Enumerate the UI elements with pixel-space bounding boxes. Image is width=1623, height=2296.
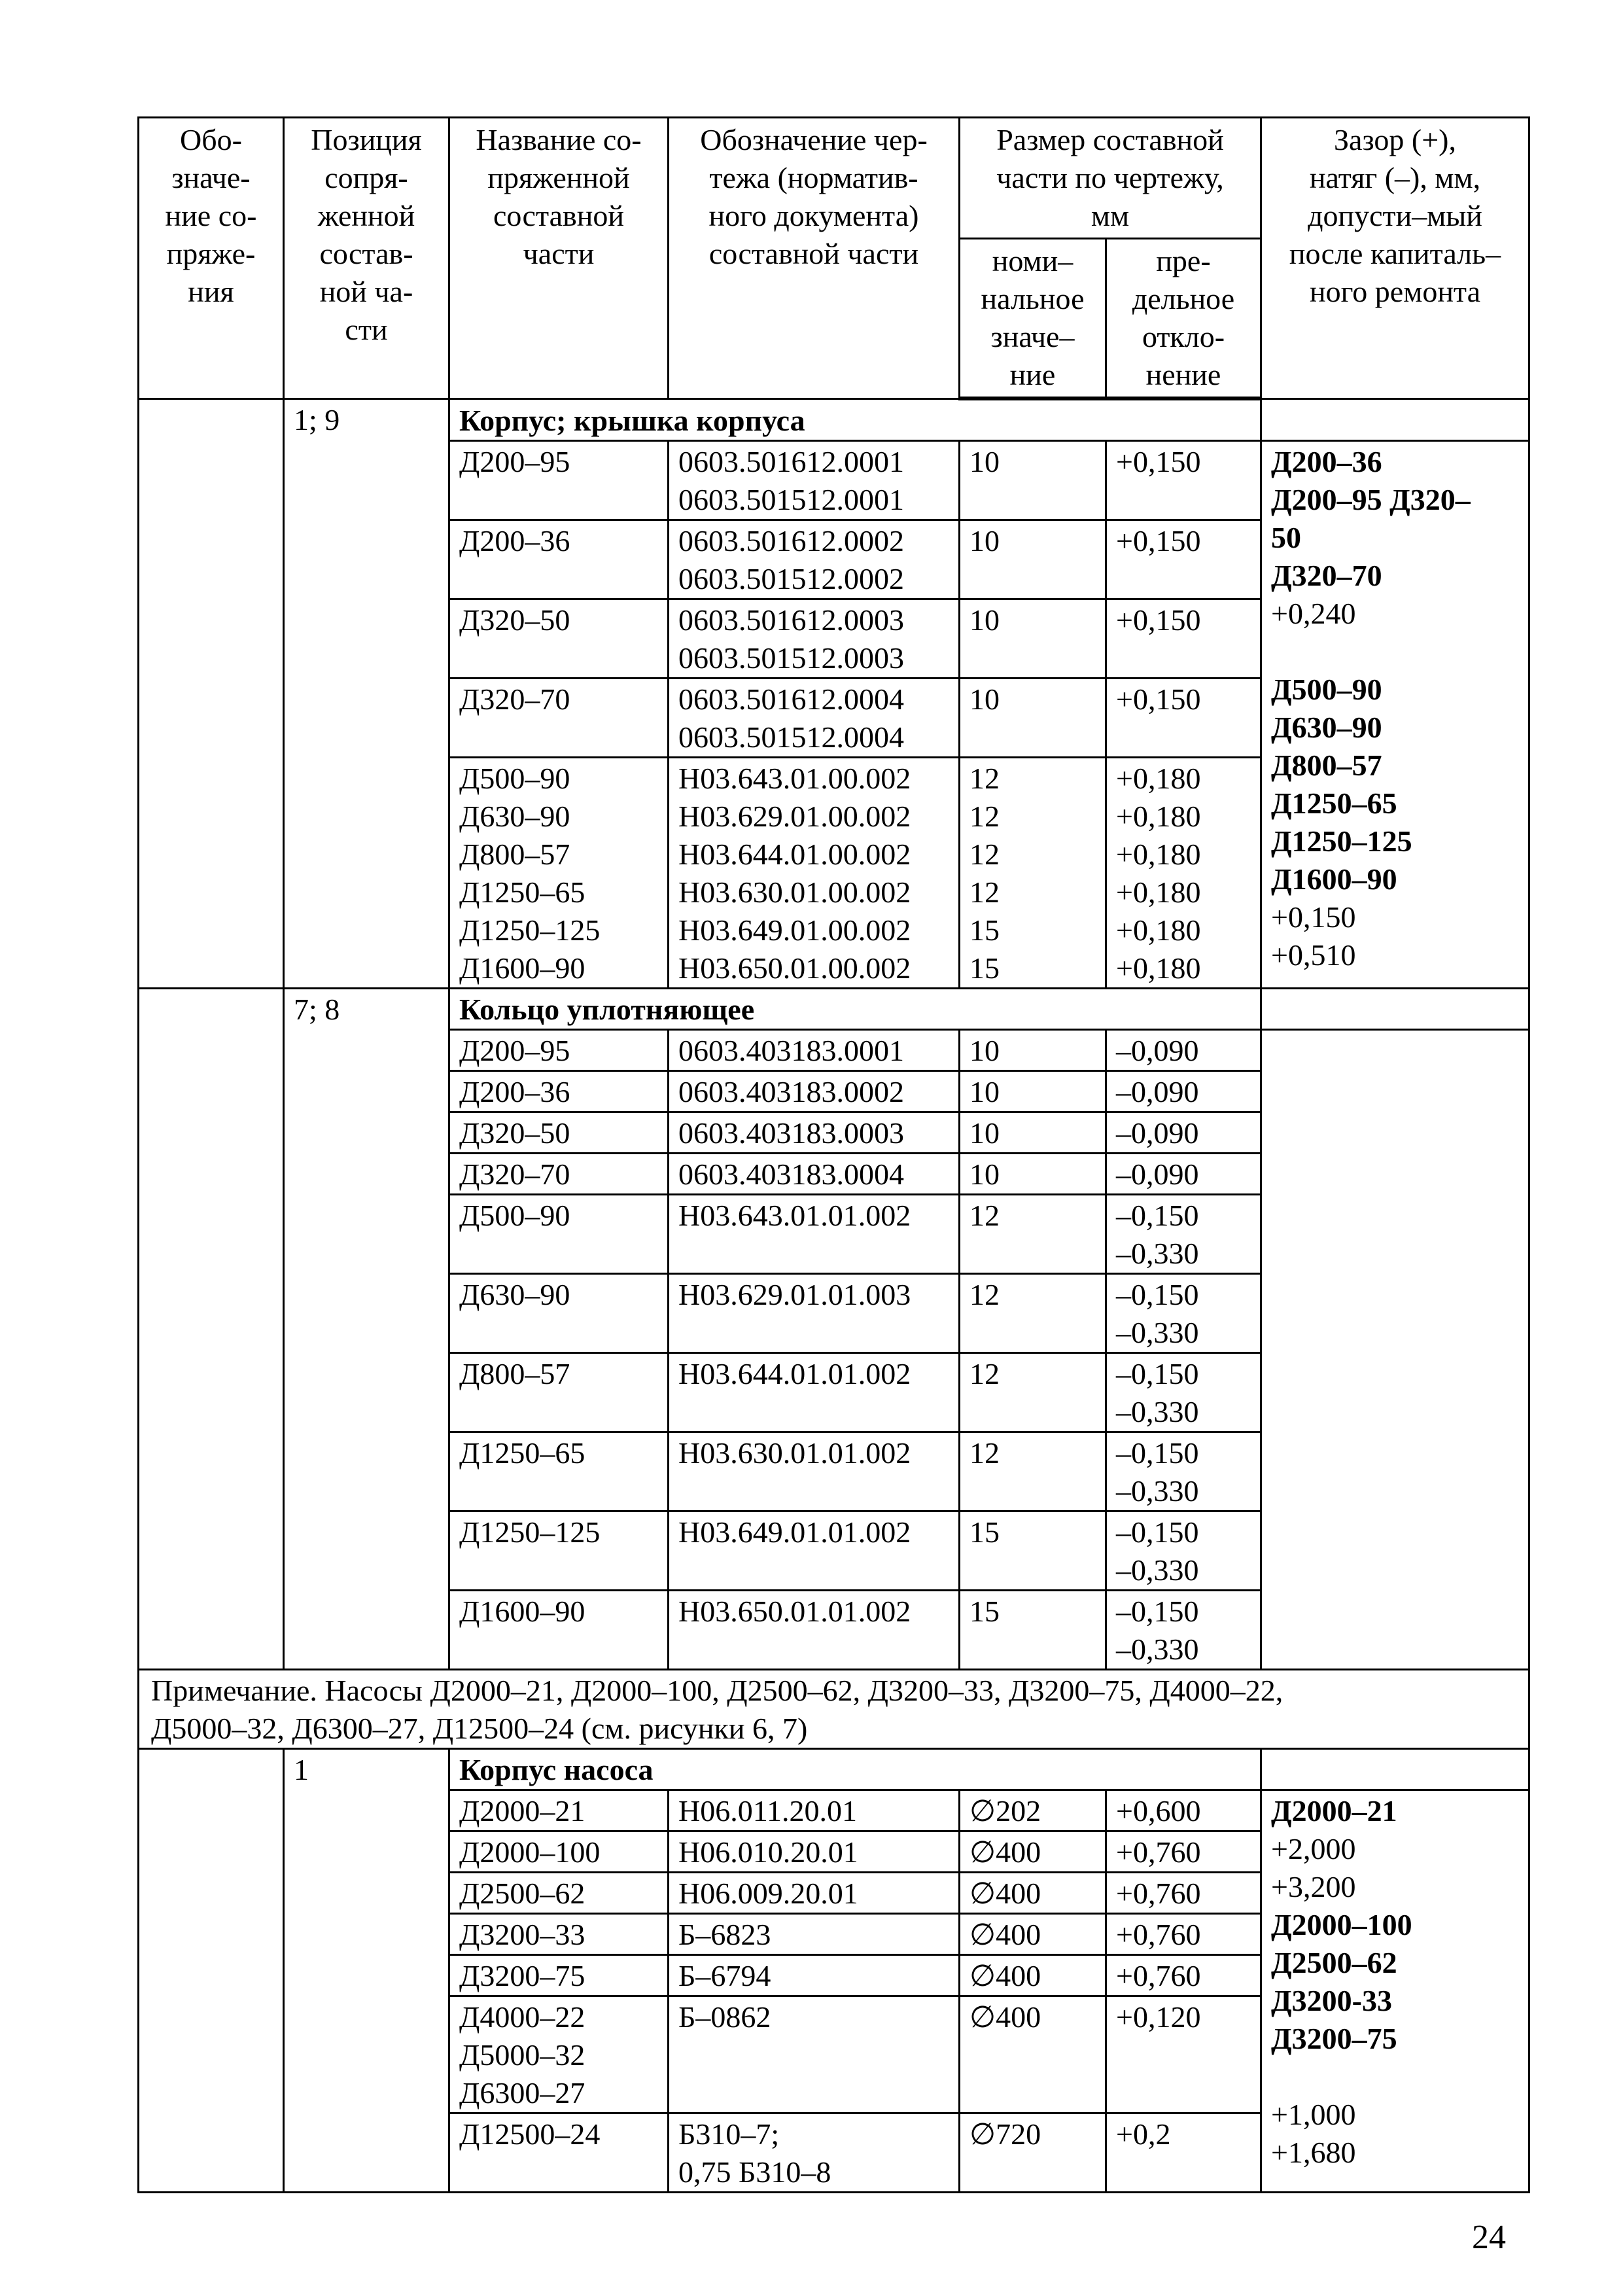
part-name: Д200–36: [449, 1071, 669, 1112]
part-name: Д320–70: [449, 679, 669, 758]
limit-deviation: –0,090: [1106, 1112, 1261, 1154]
nominal-value: 12 12 12 12 15 15: [960, 758, 1106, 989]
nominal-value: 10: [960, 520, 1106, 599]
clearance-value-1: +2,000 +3,200: [1271, 1832, 1356, 1903]
note-row: [139, 1670, 1529, 1749]
clearance-cell: [1261, 1790, 1529, 2193]
clearance-value-2: +1,000 +1,680: [1271, 2098, 1356, 2169]
header-part-name: Название со- пряженной составной части: [449, 118, 669, 399]
drawing-designation: Н03.630.01.01.002: [669, 1432, 960, 1511]
clearance-models-1: Д2000–21: [1271, 1794, 1397, 1828]
drawing-designation: 0603.501612.0003 0603.501512.0003: [669, 599, 960, 679]
section-title-row: [139, 989, 1529, 1030]
nominal-value: ∅400: [960, 1873, 1106, 1914]
nominal-value: ∅720: [960, 2113, 1106, 2193]
clearance-models-2: Д500–90 Д630–90 Д800–57 Д1250–65 Д1250–125 Д1600–90: [1271, 673, 1412, 896]
part-position: 1: [284, 1749, 449, 2193]
clearance-value-2: +0,150 +0,510: [1271, 900, 1356, 972]
drawing-designation: 0603.501612.0002 0603.501512.0002: [669, 520, 960, 599]
nominal-value: ∅400: [960, 1955, 1106, 1996]
section-title-row: [139, 1749, 1529, 1790]
part-name: Д3200–33: [449, 1914, 669, 1955]
part-name: Д2500–62: [449, 1873, 669, 1914]
limit-deviation: –0,150 –0,330: [1106, 1353, 1261, 1432]
note-text: Примечание. Насосы Д2000–21, Д2000–100, Д2500–62, Д3200–33, Д3200–75, Д4000–22, Д5000–32, Д6300–27, Д12500–24 (см. рисунки 6, 7): [139, 1670, 1529, 1749]
drawing-designation: 0603.501612.0001 0603.501512.0001: [669, 441, 960, 520]
limit-deviation: +0,150: [1106, 679, 1261, 758]
mating-parts-table: [137, 116, 1530, 2193]
header-drawing-size: Размер составной части по чертежу, мм: [960, 118, 1261, 239]
clearance-value-1: +0,240: [1271, 597, 1356, 630]
header-part-position: Позиция сопря- женной состав- ной ча- сти: [284, 118, 449, 399]
part-name: Д200–95: [449, 441, 669, 520]
part-name: Д4000–22 Д5000–32 Д6300–27: [449, 1996, 669, 2113]
drawing-designation: Б–0862: [669, 1996, 960, 2113]
part-name: Д2000–21: [449, 1790, 669, 1831]
part-name: Д320–70: [449, 1154, 669, 1195]
part-name: Д500–90: [449, 1195, 669, 1274]
limit-deviation: +0,600: [1106, 1790, 1261, 1831]
nominal-value: 12: [960, 1274, 1106, 1353]
limit-deviation: +0,760: [1106, 1914, 1261, 1955]
clearance-models-2: Д2000–100 Д2500–62 Д3200-33 Д3200–75: [1271, 1908, 1412, 2055]
drawing-designation: Н03.629.01.01.003: [669, 1274, 960, 1353]
nominal-value: 15: [960, 1511, 1106, 1591]
limit-deviation: +0,180 +0,180 +0,180 +0,180 +0,180 +0,180: [1106, 758, 1261, 989]
nominal-value: 12: [960, 1432, 1106, 1511]
nominal-value: ∅400: [960, 1831, 1106, 1873]
drawing-designation: Н03.649.01.01.002: [669, 1511, 960, 1591]
drawing-designation: Б–6794: [669, 1955, 960, 1996]
part-name: Д200–95: [449, 1030, 669, 1071]
part-position: 7; 8: [284, 989, 449, 1670]
part-position: 1; 9: [284, 398, 449, 989]
limit-deviation: –0,090: [1106, 1071, 1261, 1112]
limit-deviation: –0,150 –0,330: [1106, 1432, 1261, 1511]
part-name: Д320–50: [449, 1112, 669, 1154]
part-name: Д1250–65: [449, 1432, 669, 1511]
mating-designation-cell: [139, 398, 284, 989]
limit-deviation: +0,150: [1106, 599, 1261, 679]
limit-deviation: +0,760: [1106, 1955, 1261, 1996]
mating-designation-cell: [139, 989, 284, 1670]
limit-deviation: –0,150 –0,330: [1106, 1274, 1261, 1353]
nominal-value: 10: [960, 1030, 1106, 1071]
header-limit-deviation: пре- дельное откло- нение: [1106, 239, 1261, 399]
part-name: Д2000–100: [449, 1831, 669, 1873]
mating-designation-cell: [139, 1749, 284, 2193]
header-drawing-designation: Обозначение чер- тежа (норматив- ного документа) составной части: [669, 118, 960, 399]
nominal-value: 10: [960, 1154, 1106, 1195]
nominal-value: ∅400: [960, 1996, 1106, 2113]
section-title: Корпус; крышка корпуса: [449, 398, 1261, 441]
clearance-models-1: Д200–36 Д200–95 Д320– 50 Д320–70: [1271, 445, 1471, 592]
nominal-value: 10: [960, 599, 1106, 679]
nominal-value: ∅400: [960, 1914, 1106, 1955]
drawing-designation: Н06.011.20.01: [669, 1790, 960, 1831]
drawing-designation: 0603.403183.0004: [669, 1154, 960, 1195]
part-name: Д320–50: [449, 599, 669, 679]
drawing-designation: 0603.403183.0003: [669, 1112, 960, 1154]
drawing-designation: 0603.501612.0004 0603.501512.0004: [669, 679, 960, 758]
nominal-value: 10: [960, 679, 1106, 758]
section-title: Кольцо уплотняющее: [449, 989, 1261, 1030]
part-name: Д800–57: [449, 1353, 669, 1432]
limit-deviation: +0,760: [1106, 1831, 1261, 1873]
parts-table-container: [137, 116, 1528, 2193]
clearance-header-cell: [1261, 1749, 1529, 1790]
limit-deviation: –0,150 –0,330: [1106, 1591, 1261, 1670]
clearance-header-cell: [1261, 398, 1529, 441]
limit-deviation: –0,150 –0,330: [1106, 1195, 1261, 1274]
limit-deviation: –0,090: [1106, 1030, 1261, 1071]
drawing-designation: Б310–7; 0,75 Б310–8: [669, 2113, 960, 2193]
nominal-value: 10: [960, 1071, 1106, 1112]
part-name: Д200–36: [449, 520, 669, 599]
part-name: Д1600–90: [449, 1591, 669, 1670]
part-name: Д3200–75: [449, 1955, 669, 1996]
page-number: 24: [1472, 2219, 1506, 2256]
drawing-designation: Н03.644.01.01.002: [669, 1353, 960, 1432]
drawing-designation: 0603.403183.0002: [669, 1071, 960, 1112]
header-mating-designation: Обо- значе- ние со- пряже- ния: [139, 118, 284, 399]
limit-deviation: –0,150 –0,330: [1106, 1511, 1261, 1591]
nominal-value: 12: [960, 1195, 1106, 1274]
drawing-designation: Н03.650.01.01.002: [669, 1591, 960, 1670]
header-clearance: Зазор (+), натяг (–), мм, допусти–мый после капиталь– ного ремонта: [1261, 118, 1529, 399]
clearance-cell: [1261, 1030, 1529, 1670]
clearance-header-cell: [1261, 989, 1529, 1030]
nominal-value: ∅202: [960, 1790, 1106, 1831]
nominal-value: 10: [960, 1112, 1106, 1154]
clearance-cell: [1261, 441, 1529, 989]
drawing-designation: Н03.643.01.01.002: [669, 1195, 960, 1274]
drawing-designation: 0603.403183.0001: [669, 1030, 960, 1071]
limit-deviation: +0,150: [1106, 520, 1261, 599]
limit-deviation: +0,760: [1106, 1873, 1261, 1914]
part-name: Д630–90: [449, 1274, 669, 1353]
drawing-designation: Н06.009.20.01: [669, 1873, 960, 1914]
nominal-value: 10: [960, 441, 1106, 520]
drawing-designation: Н03.643.01.00.002 Н03.629.01.00.002 Н03.644.01.00.002 Н03.630.01.00.002 Н03.649.01.00.002 Н03.650.01.00.002: [669, 758, 960, 989]
drawing-designation: Н06.010.20.01: [669, 1831, 960, 1873]
section-title: Корпус насоса: [449, 1749, 1261, 1790]
nominal-value: 15: [960, 1591, 1106, 1670]
section-title-row: [139, 398, 1529, 441]
limit-deviation: +0,2: [1106, 2113, 1261, 2193]
limit-deviation: +0,150: [1106, 441, 1261, 520]
limit-deviation: +0,120: [1106, 1996, 1261, 2113]
part-name: Д500–90 Д630–90 Д800–57 Д1250–65 Д1250–125 Д1600–90: [449, 758, 669, 989]
part-name: Д1250–125: [449, 1511, 669, 1591]
limit-deviation: –0,090: [1106, 1154, 1261, 1195]
header-nominal-value: номи– нальное значе– ние: [960, 239, 1106, 399]
drawing-designation: Б–6823: [669, 1914, 960, 1955]
part-name: Д12500–24: [449, 2113, 669, 2193]
nominal-value: 12: [960, 1353, 1106, 1432]
